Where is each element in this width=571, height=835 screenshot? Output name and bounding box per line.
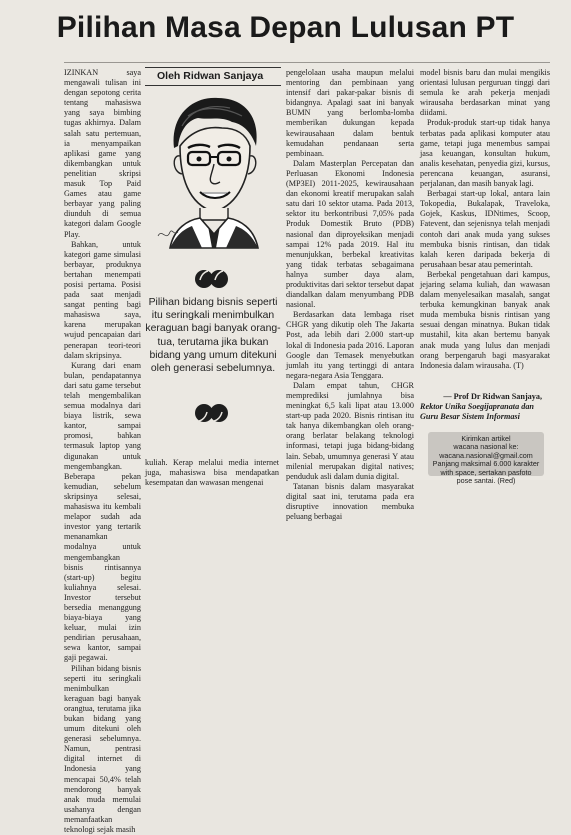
paragraph: Pilihan bidang bisnis seperti itu seringkali menimbulkan keraguan bagi banyak orangtua, terutama jika bukan bidang yang umum ditekuni oleh generasi sebelumnya. Namun, pentrasi digital internet di Indonesia yang mencapai 50,4% telah mendorong banyak anak muda memulai usahanya dengan memanfaatkan teknologi sejak masih xyxy=(64,663,141,835)
paragraph: Berdasarkan data lembaga riset CHGR yang dikutip oleh The Jakarta Post, ada lebih dari 2.000 start-up lokal di Indonesia pada 2016. Laporan Google dan Temasek menyebutkan jumlah itu yang tertinggi di antara negara-negara Asia Tenggara. xyxy=(286,310,414,380)
top-rule xyxy=(64,62,550,63)
paragraph: Berbagai start-up lokal, antara lain Tokopedia, Bukalapak, Traveloka, Gojek, Kaskus, IDNtimes, Scoop, Fatevent, dan sejenisnya telah menjadi contoh dari anak muda yang sukses membuka bisnis rintisan, dan tidak kalah keren daripada bekerja di perusahaan besar atau pemerintah. xyxy=(420,189,550,269)
byline-text: Oleh Ridwan Sanjaya xyxy=(157,70,264,82)
paragraph: Dalam empat tahun, CHGR memprediksi jumlahnya bisa meningkat 6,5 kali lipat atau 13.000 start-up pada 2020. Bisnis rintisan itu tak hanya dikembangkan oleh orang-orang berlatar belakang teknologi informasi, tetapi juga bidang-bidang lain. Sebab, umumnya generasi Y atau milenial merupakan digital natives; penduduk asli dalam dunia digital. xyxy=(286,380,414,481)
paragraph: Bahkan, untuk kategori game simulasi berbayar, produknya bertahan menempati posisi pertama. Posisi pada saat menjadi sangat penting bagi mahasiswa saya, karena merupakan wujud pencapaian dari penerapan teori-teori dalam skripsinya. xyxy=(64,239,141,360)
info-line: Kirimkan artikel xyxy=(461,434,511,443)
info-line: pose santai. (Red) xyxy=(456,476,516,486)
author-signature xyxy=(420,392,550,421)
article-column-4 xyxy=(420,68,550,398)
article-column-2-tail xyxy=(145,458,279,488)
submission-info-box xyxy=(428,432,544,486)
paragraph: Berbekal pengetahuan dari kampus, jejaring selama kuliah, dan wawasan dalam menyelesaikan masalah, sangat terbuka kemungkinan banyak anak muda membuka bisnis rintisan yang sesuai dengan minatnya. Bukan tidak mustahil, kita akan bertemu banyak anak muda yang lulus dan menjadi orang berpengaruh bagi masyarakat Indonesia dalam wirausaha. (T) xyxy=(420,269,550,370)
paragraph: Dalam Masterplan Percepatan dan Perluasan Ekonomi Indonesia (MP3EI) 2011-2025, kewirausahaan dan ekonomi kreatif merupakan salah satu dari 10 sektor utama. Pada 2013, sektor itu berkontribusi 7,05% pada Produk Domestik Bruto (PDB) nasional dan diproyeksikan menjadi sampai 12% pada 2019. Hal itu menunjukkan, berbekal kreativitas yang tidak terbatas sebagaimana halnya sumber daya alam, produktivitas dari sektor tersebut dapat diandalkan dalam menyumbang PDB nasional. xyxy=(286,158,414,310)
author-name: — Prof Dr Ridwan Sanjaya, xyxy=(443,392,542,401)
paragraph: Kurang dari enam bulan, pendapatannya dari satu game tersebut telah mengembalikan semua modalnya dari biaya listrik, sewa kantor, sampai promosi, bahkan termasuk laptop yang digunakan untuk mengembangkan. Beberapa pekan kemudian, sebelum skripsinya selesai, mahasiswa itu kembali melapor sudah ada investor yang tertarik menanamkan modalnya untuk mengembangkan bisnis rintisannya (start-up) begitu kuliahnya selesai. Investor tersebut bersedia menanggung biaya-biaya yang keluar, mulai izin pendirian perusahaan, sewa kantor, sampai gaji pegawai. xyxy=(64,360,141,663)
article-column-3 xyxy=(286,68,414,522)
paragraph: IZINKAN saya mengawali tulisan ini dengan sepotong cerita tentang mahasiswa yang saya bimbing tugas akhirnya. Dalam salah satu pertemuan, ia menyampaikan aplikasi game yang dikembangkan untuk penelitian skripsi masuk Top Paid Games atau game berbayar yang paling diunduh di semua kategori dalam Google Play. xyxy=(64,68,141,239)
info-line: with space, sertakan pasfoto xyxy=(440,467,532,477)
paragraph: Produk-produk start-up tidak hanya terbatas pada aplikasi komputer atau game, tetapi juga menembus sampai jasa keuangan, konsultan hukum, analis kesehatan, penyedia gizi, kursus, perencana keuangan, asuransi, perjalanan, dan masih banyak lagi. xyxy=(420,118,550,189)
pull-quote: Pilihan bidang bisnis seperti itu seringkali menimbulkan keraguan bagi banyak orang-tua, terutama jika bukan bidang yang umum ditekuni oleh generasi sebelumnya. xyxy=(145,297,281,375)
info-email: wacana.nasional@gmail.com xyxy=(439,450,533,460)
author-portrait-illustration xyxy=(152,86,272,248)
article-column-1 xyxy=(64,68,141,835)
paragraph: kuliah. Kerap melalui media internet juga, mahasiswa bisa mendapatkan kesempatan dan wawasan mengenai xyxy=(145,458,279,488)
paragraph: pengelolaan usaha maupun melalui mentoring dan pembinaan yang intensif dari pakar-pakar bisnis di bidangnya. Apalagi saat ini banyak BUMN yang berlomba-lomba memberikan dukungan kepada kewirausahaan dalam bentuk kemudahan pendanaan serta pembinaan. xyxy=(286,68,414,158)
headline: Pilihan Masa Depan Lulusan PT xyxy=(56,11,515,44)
info-line: Panjang maksimal 6.000 karakter xyxy=(432,459,540,469)
author-role: Rektor Unika Soegijapranata dan Guru Besar Sistem Informasi xyxy=(420,401,534,421)
quote-close-icon xyxy=(194,400,228,426)
paragraph: Tatanan bisnis dalam masyarakat digital saat ini, terutama pada era disruptive innovation membuka peluang berbagai xyxy=(286,481,414,522)
byline xyxy=(145,67,281,86)
info-line: wacana nasional ke: xyxy=(453,442,519,452)
paragraph: model bisnis baru dan mulai mengikis orientasi lulusan perguruan tinggi dari semula ke arah pekerja menjadi wirausaha berdasarkan minat yang diidami. xyxy=(420,68,550,118)
quote-open-icon xyxy=(194,266,228,292)
